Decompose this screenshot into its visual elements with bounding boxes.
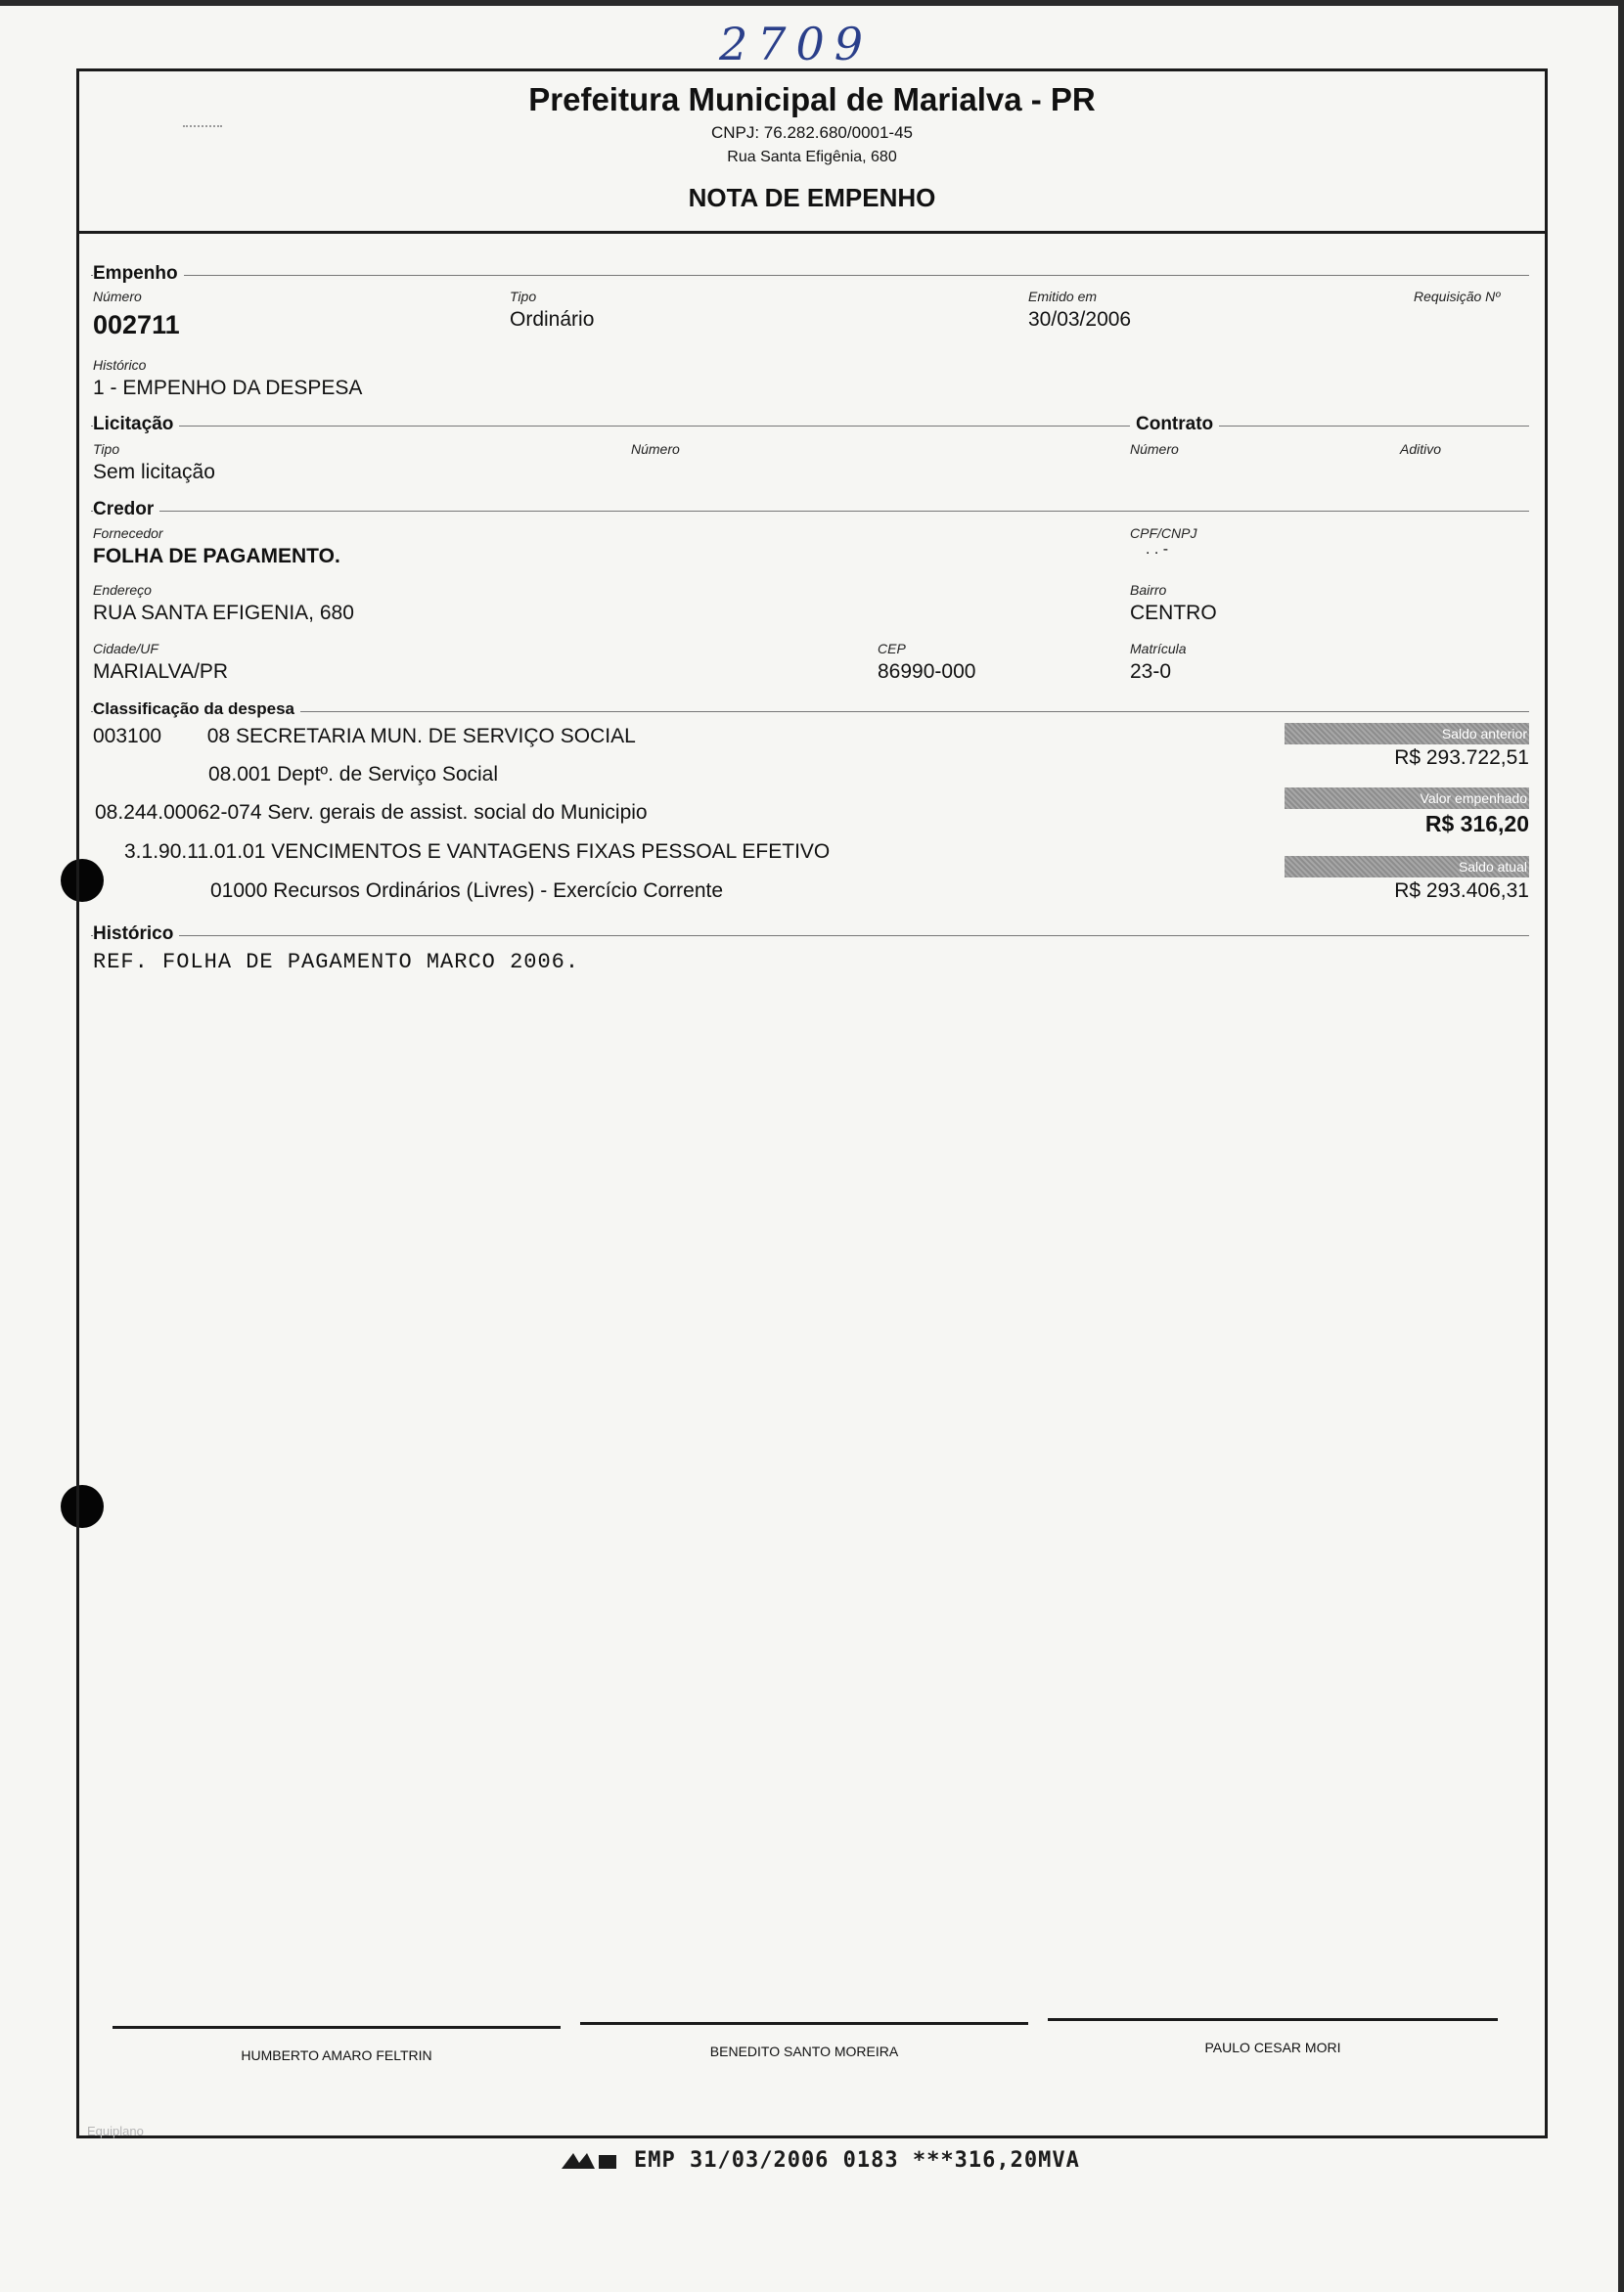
handwritten-number: 2709 bbox=[719, 18, 874, 70]
section-rule-classificacao bbox=[91, 711, 1529, 712]
address-text: Rua Santa Efigênia, 680 bbox=[727, 149, 897, 165]
signature-name-2: BENEDITO SANTO MOREIRA bbox=[709, 2044, 899, 2059]
document-title: NOTA DE EMPENHO bbox=[688, 183, 936, 212]
document-frame bbox=[76, 68, 1548, 2138]
stamp-text: EMP 31/03/2006 0183 ***316,20MVA bbox=[634, 2148, 1080, 2173]
endereco-label: Endereço bbox=[93, 582, 152, 598]
saldo-anterior-label: Saldo anterior bbox=[1285, 723, 1529, 744]
section-rule-empenho bbox=[91, 275, 1529, 276]
section-empenho: Empenho bbox=[93, 263, 184, 285]
saldo-anterior-value: R$ 293.722,51 bbox=[1394, 746, 1529, 769]
emitido-label: Emitido em bbox=[1028, 289, 1098, 304]
page-title: Prefeitura Municipal de Marialva - PR bbox=[528, 81, 1096, 117]
matricula-value: 23-0 bbox=[1130, 660, 1172, 683]
scan-edge-right bbox=[1618, 0, 1624, 2292]
section-contrato: Contrato bbox=[1130, 414, 1219, 435]
bairro-value: CENTRO bbox=[1130, 602, 1217, 624]
empenho-number: 002711 bbox=[93, 310, 180, 339]
stamp-logo-icon bbox=[560, 2149, 618, 2173]
cnpj-text: CNPJ: 76.282.680/0001-45 bbox=[710, 123, 914, 142]
historico-label: Histórico bbox=[93, 357, 147, 373]
section-credor: Credor bbox=[93, 499, 159, 520]
historico-value: 1 - EMPENHO DA DESPESA bbox=[93, 377, 363, 399]
classificacao-line-2: 08.001 Deptº. de Serviço Social bbox=[208, 763, 499, 786]
bank-stamp bbox=[560, 2148, 1080, 2173]
signature-line-1 bbox=[113, 2026, 561, 2029]
cpf-label: CPF/CNPJ bbox=[1130, 525, 1197, 541]
historico-text: REF. FOLHA DE PAGAMENTO MARCO 2006. bbox=[93, 950, 580, 974]
scan-edge-top bbox=[0, 0, 1624, 6]
signature-name-3: PAULO CESAR MORI bbox=[1204, 2040, 1341, 2055]
licitacao-tipo-value: Sem licitação bbox=[93, 461, 215, 483]
valor-empenhado-value: R$ 316,20 bbox=[1424, 811, 1529, 836]
section-rule-licitacao bbox=[91, 426, 1529, 427]
saldo-atual-value: R$ 293.406,31 bbox=[1394, 879, 1529, 902]
licitacao-numero-label: Número bbox=[631, 441, 680, 457]
signature-line-3 bbox=[1048, 2018, 1498, 2021]
section-rule-historico bbox=[91, 935, 1529, 936]
section-historico: Histórico bbox=[93, 923, 179, 945]
contrato-aditivo-label: Aditivo bbox=[1400, 441, 1442, 457]
saldo-atual-label: Saldo atual bbox=[1285, 856, 1529, 877]
licitacao-tipo-label: Tipo bbox=[93, 441, 120, 457]
fornecedor-label: Fornecedor bbox=[93, 525, 163, 541]
bairro-label: Bairro bbox=[1130, 582, 1167, 598]
tipo-value: Ordinário bbox=[510, 308, 595, 331]
tipo-label: Tipo bbox=[510, 289, 537, 304]
section-classificacao: Classificação da despesa bbox=[93, 699, 300, 719]
requisicao-label: Requisição Nº bbox=[1414, 289, 1501, 304]
footer-brand: Equiplano bbox=[87, 2124, 144, 2138]
section-rule-credor bbox=[91, 511, 1529, 512]
signature-name-1: HUMBERTO AMARO FELTRIN bbox=[241, 2047, 432, 2063]
valor-empenhado-label: Valor empenhado bbox=[1285, 787, 1529, 809]
classificacao-line-4: 3.1.90.11.01.01 VENCIMENTOS E VANTAGENS FIXAS PESSOAL EFETIVO bbox=[124, 840, 831, 863]
classificacao-line-1: 003100 08 SECRETARIA MUN. DE SERVIÇO SOCIAL bbox=[93, 725, 636, 747]
classificacao-line-5: 01000 Recursos Ordinários (Livres) - Exercício Corrente bbox=[210, 879, 724, 902]
cidade-label: Cidade/UF bbox=[93, 641, 158, 656]
numero-label: Número bbox=[93, 289, 142, 304]
classificacao-line-3: 08.244.00062-074 Serv. gerais de assist. social do Municipio bbox=[95, 801, 648, 824]
section-licitacao: Licitação bbox=[93, 414, 179, 435]
fornecedor-value: FOLHA DE PAGAMENTO. bbox=[93, 545, 340, 567]
matricula-label: Matrícula bbox=[1130, 641, 1187, 656]
signature-line-2 bbox=[580, 2022, 1028, 2025]
cidade-value: MARIALVA/PR bbox=[93, 660, 229, 683]
endereco-value: RUA SANTA EFIGENIA, 680 bbox=[93, 602, 354, 624]
cep-label: CEP bbox=[878, 641, 906, 656]
emitido-value: 30/03/2006 bbox=[1028, 308, 1132, 331]
contrato-numero-label: Número bbox=[1130, 441, 1179, 457]
document-header bbox=[79, 71, 1545, 234]
cpf-value: . . - bbox=[1146, 541, 1169, 558]
cep-value: 86990-000 bbox=[878, 660, 976, 683]
